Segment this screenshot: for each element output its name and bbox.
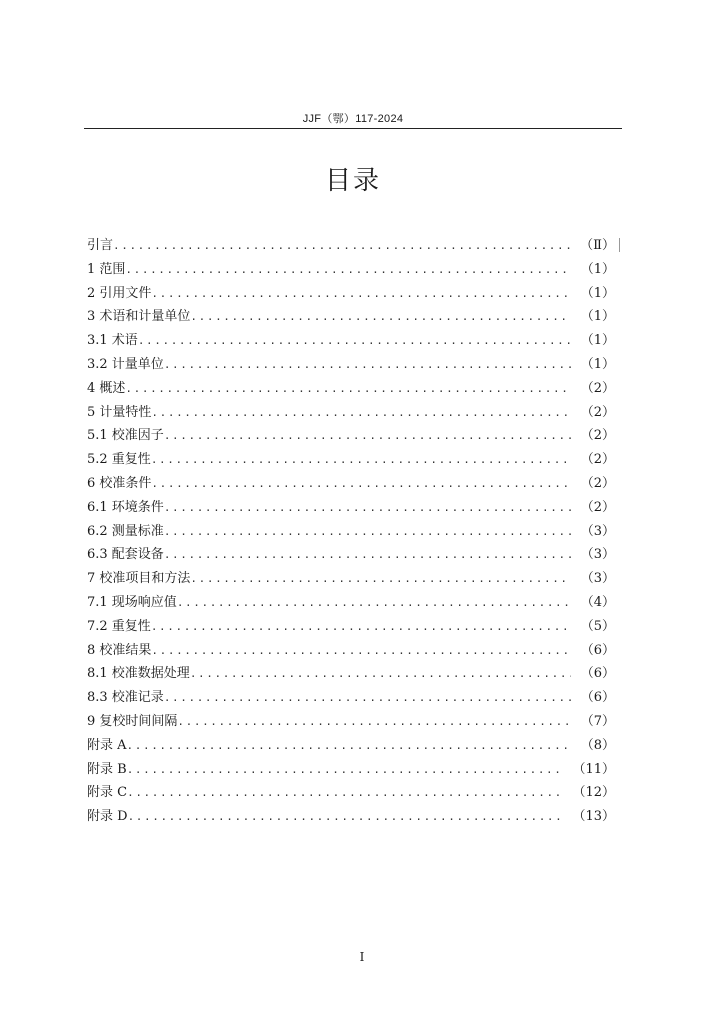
toc-dot-leader — [164, 686, 571, 710]
toc-dot-leader — [151, 639, 570, 663]
toc-entry[interactable] — [87, 520, 615, 544]
toc-entry-page: （6） — [580, 642, 615, 658]
toc-entry-page: （2） — [580, 475, 615, 491]
toc-entry-label: 附录 C — [87, 785, 128, 801]
toc-entry[interactable] — [87, 758, 615, 782]
toc-entry-page: （1） — [580, 333, 615, 349]
toc-entry[interactable] — [87, 496, 615, 520]
toc-entry-page: （2） — [580, 428, 615, 444]
toc-entry-page: （6） — [580, 690, 615, 706]
toc-entry-page: （1） — [580, 261, 615, 277]
toc-entry-label: 附录 B — [87, 761, 127, 777]
toc-entry-label: 5.1 校准因子 — [87, 428, 164, 444]
toc-dot-leader — [177, 710, 570, 734]
toc-entry-label: 8.1 校准数据处理 — [87, 666, 190, 682]
toc-dot-leader — [190, 567, 570, 591]
toc-dot-leader — [164, 496, 571, 520]
text-cursor-mark — [619, 238, 620, 252]
toc-entry[interactable] — [87, 615, 615, 639]
toc-entry-page: （2） — [580, 380, 615, 396]
toc-dot-leader — [151, 401, 570, 425]
toc-dot-leader — [125, 258, 570, 282]
toc-entry-label: 8.3 校准记录 — [87, 690, 164, 706]
toc-dot-leader — [151, 615, 571, 639]
toc-entry[interactable] — [87, 591, 615, 615]
toc-entry-page: （5） — [580, 618, 615, 634]
toc-dot-leader — [151, 472, 570, 496]
toc-entry-page: （13） — [572, 809, 615, 825]
toc-dot-leader — [128, 805, 563, 829]
toc-entry-label: 6.3 配套设备 — [87, 547, 164, 563]
toc-entry-label: 引言 — [87, 238, 114, 253]
toc-dot-leader — [190, 305, 570, 329]
toc-entry[interactable] — [87, 639, 615, 663]
toc-dot-leader — [164, 520, 571, 544]
toc-entry[interactable] — [87, 543, 615, 567]
toc-entry-label: 6.1 环境条件 — [87, 499, 164, 515]
toc-entry-label: 6 校准条件 — [87, 475, 152, 491]
toc-title: 目录 — [324, 166, 381, 196]
toc-entry-page: （1） — [580, 309, 615, 325]
toc-entry[interactable] — [87, 401, 615, 425]
toc-dot-leader — [127, 781, 562, 805]
toc-entry[interactable] — [87, 472, 615, 496]
toc-entry-page: （3） — [580, 571, 615, 587]
toc-dot-leader — [113, 234, 570, 258]
toc-entry-page: （Ⅱ） — [580, 238, 615, 253]
page-number: I — [359, 950, 365, 964]
toc-entry-page: （12） — [572, 785, 615, 801]
toc-entry-label: 9 复校时间间隔 — [87, 713, 178, 729]
toc-entry-page: （11） — [572, 761, 615, 777]
toc-dot-leader — [125, 377, 570, 401]
toc-entry-page: （1） — [580, 356, 615, 372]
toc-entry-label: 附录 D — [87, 809, 128, 825]
toc-entry-label: 1 范围 — [87, 261, 126, 277]
toc-dot-leader — [151, 448, 571, 472]
toc-dot-leader — [151, 282, 570, 306]
toc-entry[interactable] — [87, 377, 615, 401]
toc-entry-label: 6.2 测量标准 — [87, 523, 164, 539]
table-of-contents — [87, 234, 615, 829]
toc-dot-leader — [177, 591, 571, 615]
toc-entry[interactable] — [87, 234, 615, 258]
toc-entry-label: 7 校准项目和方法 — [87, 571, 191, 587]
toc-entry[interactable] — [87, 282, 615, 306]
toc-entry-label: 3.1 术语 — [87, 333, 138, 349]
toc-entry-label: 附录 A — [87, 737, 127, 753]
toc-entry-page: （2） — [580, 499, 615, 515]
toc-entry[interactable] — [87, 305, 615, 329]
toc-entry-label: 3.2 计量单位 — [87, 356, 164, 372]
toc-entry-page: （6） — [580, 666, 615, 682]
toc-entry-page: （3） — [580, 547, 615, 563]
toc-entry-page: （7） — [580, 713, 615, 729]
toc-entry-page: （8） — [580, 737, 615, 753]
toc-entry[interactable] — [87, 424, 615, 448]
toc-entry-page: （3） — [580, 523, 615, 539]
toc-entry[interactable] — [87, 734, 615, 758]
toc-entry-label: 5.2 重复性 — [87, 452, 151, 468]
header-divider — [84, 128, 622, 129]
toc-entry[interactable] — [87, 662, 615, 686]
toc-entry[interactable] — [87, 567, 615, 591]
toc-entry[interactable] — [87, 329, 615, 353]
toc-entry-label: 2 引用文件 — [87, 285, 152, 301]
toc-entry-label: 4 概述 — [87, 380, 126, 396]
toc-entry[interactable] — [87, 805, 615, 829]
toc-dot-leader — [164, 353, 571, 377]
toc-entry-label: 3 术语和计量单位 — [87, 309, 191, 325]
toc-entry[interactable] — [87, 686, 615, 710]
toc-entry-page: （4） — [580, 594, 615, 610]
toc-entry-page: （1） — [580, 285, 615, 301]
toc-entry-label: 8 校准结果 — [87, 642, 152, 658]
toc-entry[interactable] — [87, 448, 615, 472]
toc-dot-leader — [164, 424, 571, 448]
toc-entry-label: 7.1 现场响应值 — [87, 594, 177, 610]
toc-entry[interactable] — [87, 710, 615, 734]
document-header-code: JJF（鄂）117-2024 — [302, 113, 404, 125]
toc-entry-label: 7.2 重复性 — [87, 618, 151, 634]
toc-entry-page: （2） — [580, 452, 615, 468]
toc-dot-leader — [138, 329, 571, 353]
toc-entry[interactable] — [87, 258, 615, 282]
toc-entry-label: 5 计量特性 — [87, 404, 152, 420]
toc-dot-leader — [127, 758, 563, 782]
toc-entry[interactable] — [87, 781, 615, 805]
toc-entry-page: （2） — [580, 404, 615, 420]
toc-entry[interactable] — [87, 353, 615, 377]
toc-dot-leader — [164, 543, 571, 567]
toc-dot-leader — [190, 662, 571, 686]
toc-dot-leader — [127, 734, 571, 758]
